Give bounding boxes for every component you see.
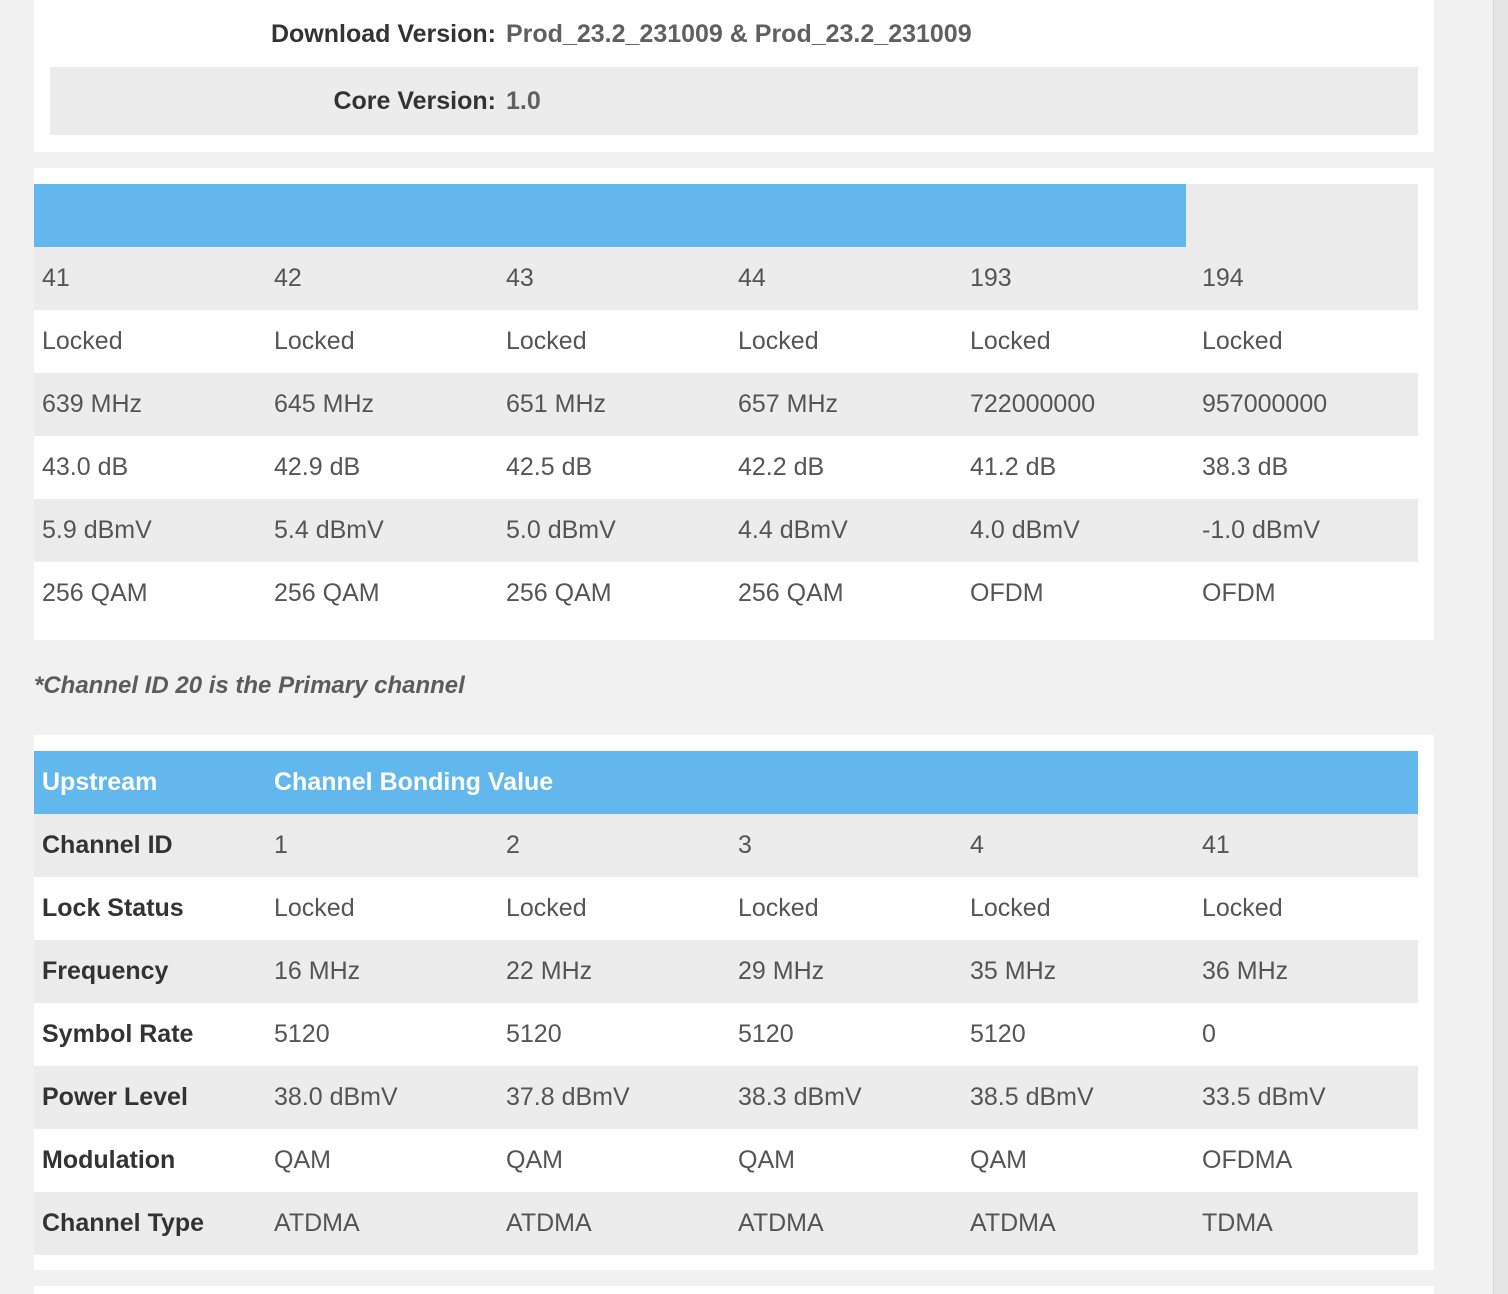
table-cell: 41 bbox=[1202, 831, 1230, 859]
table-cell: 41.2 dB bbox=[970, 453, 1057, 481]
downstream-header-bar bbox=[34, 184, 1186, 247]
table-cell: 4.0 dBmV bbox=[970, 516, 1080, 544]
table-cell: 256 QAM bbox=[506, 579, 612, 607]
table-cell: Locked bbox=[738, 327, 819, 355]
downstream-power-row bbox=[34, 499, 1418, 562]
row-label: Lock Status bbox=[42, 894, 184, 922]
table-cell: 4 bbox=[970, 831, 984, 859]
table-cell: 5120 bbox=[274, 1020, 330, 1048]
table-cell: OFDMA bbox=[1202, 1146, 1293, 1174]
core-version-value: 1.0 bbox=[506, 86, 541, 115]
table-cell: Locked bbox=[506, 327, 587, 355]
table-cell: 38.5 dBmV bbox=[970, 1083, 1094, 1111]
table-cell: Locked bbox=[970, 894, 1051, 922]
table-cell: QAM bbox=[274, 1146, 331, 1174]
table-cell: 722000000 bbox=[970, 390, 1096, 418]
table-cell: Locked bbox=[970, 327, 1051, 355]
table-cell: 957000000 bbox=[1202, 390, 1328, 418]
upstream-header-title: Upstream bbox=[42, 768, 158, 796]
table-cell: 42.2 dB bbox=[738, 453, 825, 481]
table-cell: 37.8 dBmV bbox=[506, 1083, 630, 1111]
table-cell: 43.0 dB bbox=[42, 453, 129, 481]
table-cell: 3 bbox=[738, 831, 752, 859]
upstream-table-header bbox=[34, 751, 1418, 814]
table-cell: QAM bbox=[738, 1146, 795, 1174]
table-cell: Locked bbox=[1202, 894, 1283, 922]
table-cell: Locked bbox=[274, 894, 355, 922]
table-cell: 5.4 dBmV bbox=[274, 516, 384, 544]
downstream-snr-row bbox=[34, 436, 1418, 499]
table-cell: TDMA bbox=[1202, 1209, 1273, 1237]
table-cell: 42 bbox=[274, 264, 302, 292]
table-cell: Locked bbox=[738, 894, 819, 922]
table-cell: 1 bbox=[274, 831, 288, 859]
next-card-edge bbox=[34, 1286, 1434, 1294]
table-cell: Locked bbox=[42, 327, 123, 355]
table-cell: 193 bbox=[970, 264, 1012, 292]
download-version-row bbox=[50, 0, 1418, 68]
downstream-card bbox=[34, 168, 1434, 640]
upstream-card bbox=[34, 735, 1434, 1270]
table-cell: 38.3 dB bbox=[1202, 453, 1289, 481]
table-cell: 42.9 dB bbox=[274, 453, 361, 481]
table-cell: QAM bbox=[970, 1146, 1027, 1174]
table-cell: 194 bbox=[1202, 264, 1244, 292]
row-label: Symbol Rate bbox=[42, 1020, 194, 1048]
table-cell: ATDMA bbox=[970, 1209, 1056, 1237]
table-cell: 36 MHz bbox=[1202, 957, 1289, 985]
downstream-lock-status-row bbox=[34, 310, 1418, 373]
table-cell: QAM bbox=[506, 1146, 563, 1174]
table-cell: 33.5 dBmV bbox=[1202, 1083, 1326, 1111]
row-label: Power Level bbox=[42, 1083, 188, 1111]
core-version-row bbox=[50, 67, 1418, 135]
core-version-label: Core Version: bbox=[333, 86, 496, 115]
table-cell: 29 MHz bbox=[738, 957, 825, 985]
table-cell: 256 QAM bbox=[42, 579, 148, 607]
table-cell: 4.4 dBmV bbox=[738, 516, 848, 544]
table-cell: 0 bbox=[1202, 1020, 1216, 1048]
table-cell: Locked bbox=[1202, 327, 1283, 355]
upstream-table bbox=[34, 751, 1418, 1255]
table-cell: 5.0 dBmV bbox=[506, 516, 616, 544]
upstream-frequency-row bbox=[34, 940, 1418, 1003]
upstream-channel-type-row bbox=[34, 1192, 1418, 1255]
table-cell: 5120 bbox=[506, 1020, 562, 1048]
table-cell: 256 QAM bbox=[274, 579, 380, 607]
row-label: Channel ID bbox=[42, 831, 173, 859]
upstream-channel-id-row bbox=[34, 814, 1418, 877]
downstream-frequency-row bbox=[34, 373, 1418, 436]
upstream-power-level-row bbox=[34, 1066, 1418, 1129]
table-cell: 38.3 dBmV bbox=[738, 1083, 862, 1111]
table-cell: 41 bbox=[42, 264, 70, 292]
table-cell: Locked bbox=[506, 894, 587, 922]
table-cell: 657 MHz bbox=[738, 390, 839, 418]
row-label: Channel Type bbox=[42, 1209, 205, 1237]
table-cell: 639 MHz bbox=[42, 390, 143, 418]
download-version-value: Prod_23.2_231009 & Prod_23.2_231009 bbox=[506, 19, 972, 48]
table-cell: 2 bbox=[506, 831, 520, 859]
table-cell: 5120 bbox=[738, 1020, 794, 1048]
table-cell: OFDM bbox=[1202, 579, 1276, 607]
table-cell: 256 QAM bbox=[738, 579, 844, 607]
channel-bonding-header: Channel Bonding Value bbox=[274, 768, 554, 796]
table-cell: ATDMA bbox=[274, 1209, 360, 1237]
table-cell: 42.5 dB bbox=[506, 453, 593, 481]
downstream-channel-id-row bbox=[34, 247, 1418, 310]
row-label: Modulation bbox=[42, 1146, 176, 1174]
download-version-label: Download Version: bbox=[270, 19, 496, 48]
upstream-symbol-rate-row bbox=[34, 1003, 1418, 1066]
table-cell: 16 MHz bbox=[274, 957, 361, 985]
table-cell: 43 bbox=[506, 264, 534, 292]
row-label: Frequency bbox=[42, 957, 169, 985]
primary-channel-note: *Channel ID 20 is the Primary channel bbox=[34, 672, 465, 699]
table-cell: 645 MHz bbox=[274, 390, 375, 418]
table-cell: 38.0 dBmV bbox=[274, 1083, 398, 1111]
table-cell: 35 MHz bbox=[970, 957, 1057, 985]
table-cell: ATDMA bbox=[738, 1209, 824, 1237]
table-cell: 5.9 dBmV bbox=[42, 516, 152, 544]
table-cell: 5120 bbox=[970, 1020, 1026, 1048]
table-cell: 22 MHz bbox=[506, 957, 593, 985]
version-card bbox=[34, 0, 1434, 152]
table-cell: OFDM bbox=[970, 579, 1044, 607]
table-cell: 44 bbox=[738, 264, 766, 292]
upstream-lock-status-row bbox=[34, 877, 1418, 940]
downstream-table bbox=[34, 247, 1418, 625]
table-cell: Locked bbox=[274, 327, 355, 355]
table-cell: -1.0 dBmV bbox=[1202, 516, 1321, 544]
scrollbar-track[interactable] bbox=[1493, 0, 1508, 1294]
table-cell: 651 MHz bbox=[506, 390, 607, 418]
table-cell: ATDMA bbox=[506, 1209, 592, 1237]
downstream-table-header bbox=[34, 184, 1418, 247]
downstream-modulation-row bbox=[34, 562, 1418, 625]
upstream-modulation-row bbox=[34, 1129, 1418, 1192]
